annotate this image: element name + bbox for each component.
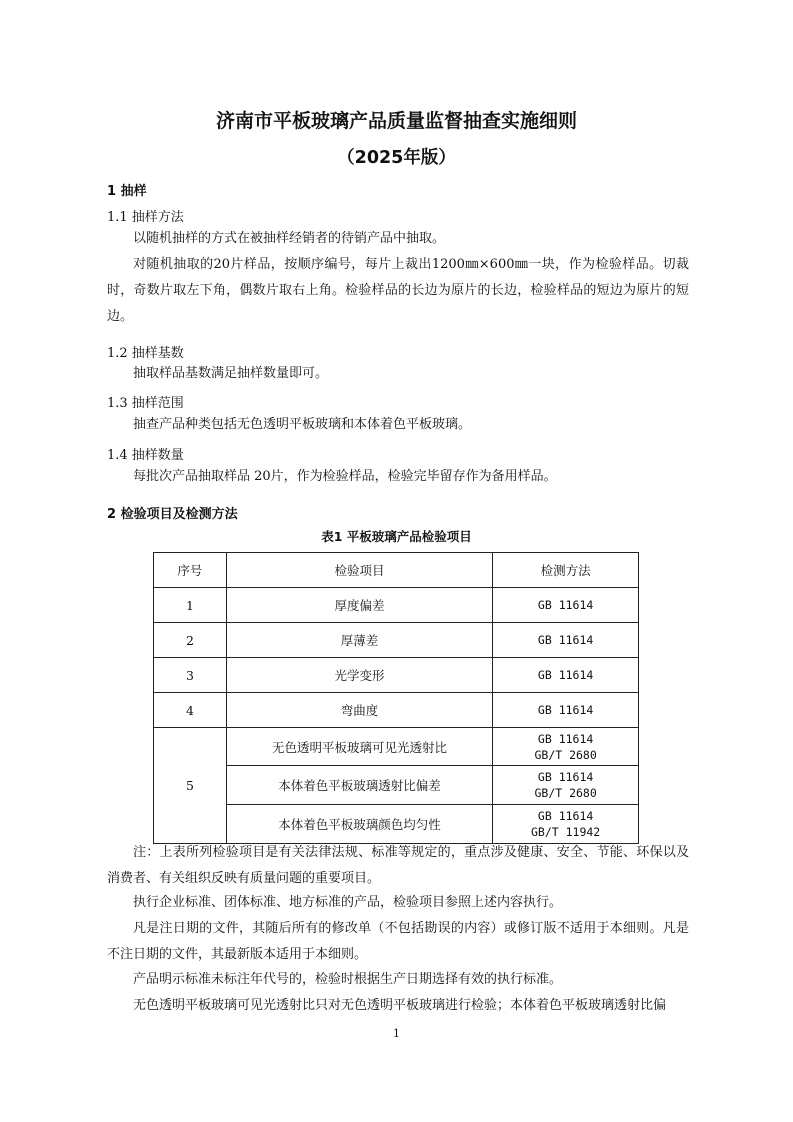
method-line-1: GB 11614 [537, 731, 594, 746]
table-caption: 表1 平板玻璃产品检验项目 [321, 529, 472, 544]
section-1-heading: 1 抽样 [107, 184, 147, 199]
table-header-row [154, 553, 639, 588]
row-method: GB 11614 [493, 588, 639, 623]
section-1-3-heading: 1.3 抽样范围 [107, 396, 184, 411]
note-paragraph-3: 凡是注日期的文件，其随后所有的修改单（不包括勘误的内容）或修订版不适用于本细则。凡是不注日期的文件，其最新版本适用于本细则。 [107, 921, 689, 962]
header-item: 检验项目 [226, 553, 492, 588]
section-1-4-paragraph: 每批次产品抽取样品 20片，作为检验样品，检验完毕留存作为备用样品。 [133, 469, 557, 484]
note-paragraph-2: 执行企业标准、团体标准、地方标准的产品，检验项目参照上述内容执行。 [133, 895, 563, 910]
table-row [154, 766, 639, 805]
section-1-1-paragraph-1: 以随机抽样的方式在被抽样经销者的待销产品中抽取。 [133, 231, 446, 246]
table-row [154, 728, 639, 766]
section-1-2-paragraph: 抽取样品基数满足抽样数量即可。 [133, 366, 329, 381]
row-item: 本体着色平板玻璃颜色均匀性 [226, 805, 492, 844]
method-line-1: GB 11614 [537, 770, 594, 784]
row-item: 厚薄差 [226, 623, 492, 658]
section-1-3-paragraph: 抽查产品种类包括无色透明平板玻璃和本体着色平板玻璃。 [133, 417, 472, 432]
row-method [493, 766, 639, 805]
document-subtitle: （2025年版） [337, 148, 456, 168]
table-row [154, 693, 639, 728]
row-no: 3 [154, 658, 227, 693]
header-no: 序号 [154, 553, 227, 588]
note-paragraph-5: 无色透明平板玻璃可见光透射比只对无色透明平板玻璃进行检验；本体着色平板玻璃透射比偏 [133, 998, 667, 1013]
row-method: GB 11614 [493, 693, 639, 728]
note-paragraph-4: 产品明示标准未标注年代号的，检验时根据生产日期选择有效的执行标准。 [133, 972, 563, 987]
method-line-2: GB/T 2680 [534, 786, 597, 800]
row-method [493, 805, 639, 844]
section-1-1-paragraph-2: 对随机抽取的20片样品，按顺序编号，每片上裁出1200㎜×600㎜一块，作为检验样品。切裁时，奇数片取左下角，偶数片取右上角。检验样品的长边为原片的长边，检验样品的短边为原片的短边。 [107, 257, 689, 324]
table-row [154, 805, 639, 844]
row-no: 2 [154, 623, 227, 658]
method-line-2: GB/T 2680 [534, 747, 597, 762]
method-line-2: GB/T 11942 [531, 825, 601, 839]
document-title: 济南市平板玻璃产品质量监督抽查实施细则 [215, 110, 577, 132]
table-row [154, 588, 639, 623]
row-item: 弯曲度 [226, 693, 492, 728]
table-row [154, 658, 639, 693]
row-no: 5 [154, 728, 227, 844]
table-row [154, 623, 639, 658]
row-no: 4 [154, 693, 227, 728]
note-paragraph-1: 注：上表所列检验项目是有关法律法规、标准等规定的，重点涉及健康、安全、节能、环保以及消费者、有关组织反映有质量问题的重要项目。 [107, 845, 689, 886]
page-number: 1 [393, 1027, 400, 1040]
row-item: 光学变形 [226, 658, 492, 693]
row-method [493, 728, 639, 766]
section-1-4-heading: 1.4 抽样数量 [107, 448, 184, 463]
header-method: 检测方法 [493, 553, 639, 588]
row-item: 厚度偏差 [226, 588, 492, 623]
section-1-2-heading: 1.2 抽样基数 [107, 346, 184, 361]
method-line-1: GB 11614 [537, 809, 594, 823]
row-no: 1 [154, 588, 227, 623]
row-method: GB 11614 [493, 658, 639, 693]
section-2-heading: 2 检验项目及检测方法 [107, 507, 238, 522]
row-method: GB 11614 [493, 623, 639, 658]
row-item: 无色透明平板玻璃可见光透射比 [226, 728, 492, 766]
inspection-items-table [153, 552, 639, 844]
section-1-1-heading: 1.1 抽样方法 [107, 210, 184, 225]
row-item: 本体着色平板玻璃透射比偏差 [226, 766, 492, 805]
